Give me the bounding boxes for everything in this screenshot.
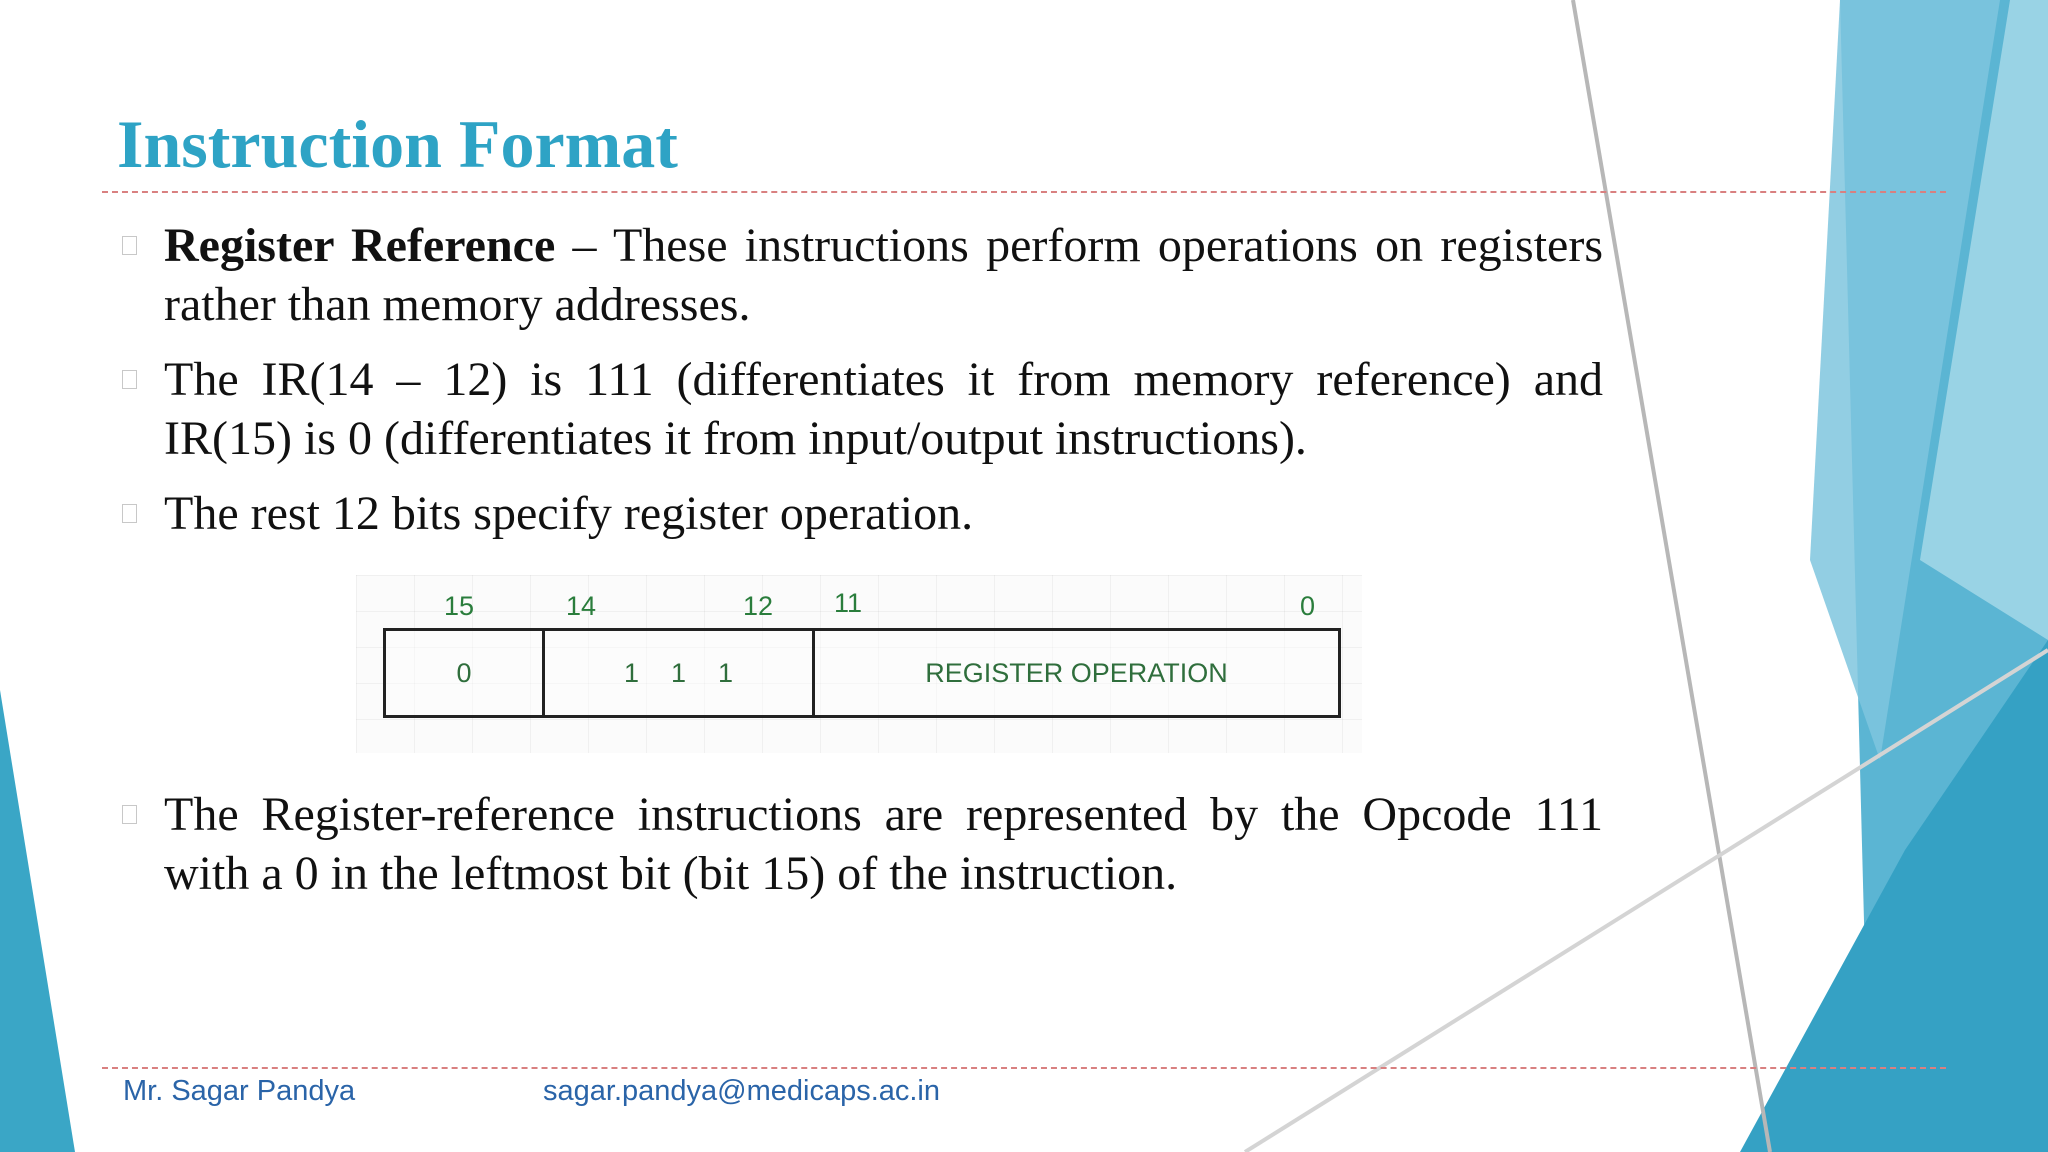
bullet-rest-bits [118, 484, 1603, 543]
bit-label-0: 0 [1300, 591, 1316, 621]
slide-title: Instruction Format [117, 106, 678, 182]
bullet-text: – These instructions perform operations on registers rather than memory addresses. [164, 219, 1603, 331]
bullet-list-top [118, 216, 1603, 543]
field-bit-15 [386, 631, 542, 715]
bullet-register-reference [118, 216, 1603, 334]
field-opcode [542, 631, 812, 715]
field-bit-15-value: 0 [456, 657, 472, 688]
opcode-bit: 1 [670, 657, 687, 688]
footer-email: sagar.pandya@medicaps.ac.in [543, 1075, 941, 1107]
footer-divider [102, 1067, 1946, 1069]
bullet-list-bottom [118, 785, 1603, 903]
bullet-ir-bits [118, 350, 1603, 468]
opcode-bit: 1 [718, 657, 734, 688]
bit-label-11: 11 [834, 588, 863, 618]
bullet-text: The rest 12 bits specify register operation. [164, 487, 974, 540]
left-wedge [0, 690, 75, 1152]
instruction-format-box [383, 628, 1341, 718]
bullet-text: The IR(14 – 12) is 111 (differentiates it from memory reference) and IR(15) is 0 (differentiates it from input/output instructions). [164, 353, 1603, 465]
bit-label-12: 12 [743, 591, 774, 621]
bit-label-14: 14 [566, 591, 597, 621]
bullet-marker-icon [122, 370, 137, 389]
register-operation-label: REGISTER OPERATION [925, 657, 1228, 688]
title-divider [102, 191, 1946, 193]
diagonal-line-1 [1573, 0, 1770, 1152]
bit-label-15: 15 [444, 591, 475, 621]
opcode-bit: 1 [623, 657, 639, 688]
bullet-marker-icon [122, 504, 137, 523]
instruction-format-figure [356, 575, 1362, 753]
bullet-text: The Register-reference instructions are represented by the Opcode 111 with a 0 in the leftmost bit (bit 15) of the instruction. [164, 788, 1603, 900]
field-register-operation [812, 631, 1338, 715]
bullet-opcode-summary [118, 785, 1603, 903]
bullet-term: Register Reference [164, 219, 556, 272]
bullet-marker-icon [122, 236, 137, 255]
footer-author: Mr. Sagar Pandya [123, 1075, 356, 1107]
bullet-marker-icon [122, 805, 137, 824]
